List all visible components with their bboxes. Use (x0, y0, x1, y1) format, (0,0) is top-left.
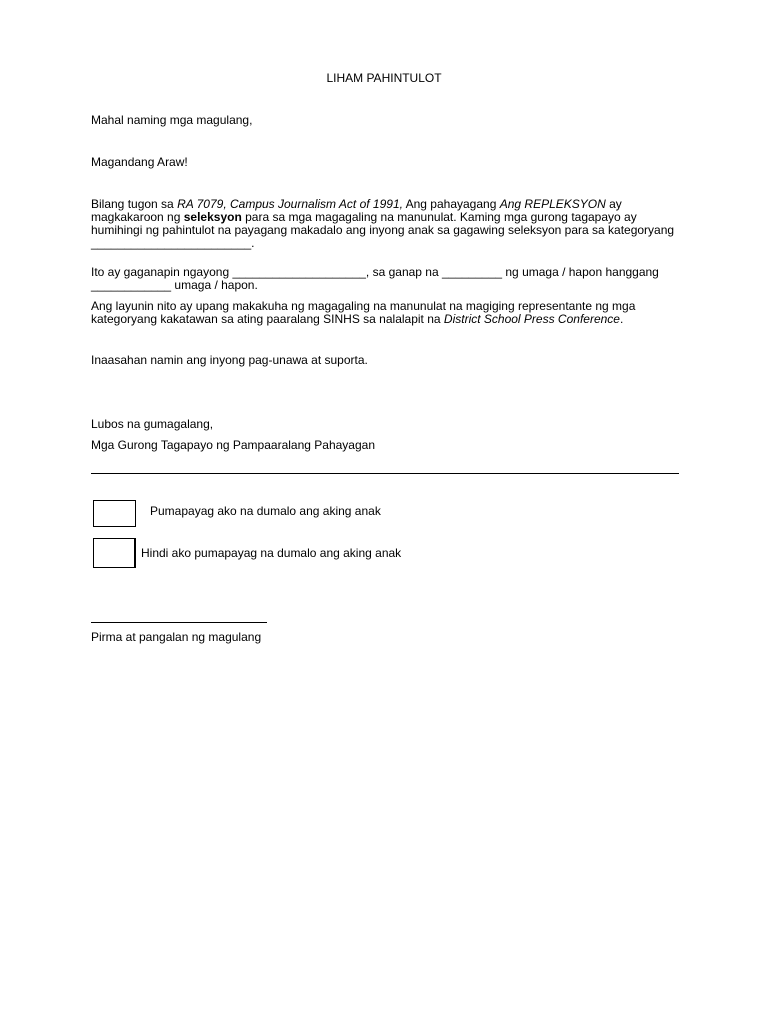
closing-line: Inaasahan namin ang inyong pag-unawa at suporta. (91, 353, 368, 367)
agree-checkbox[interactable] (93, 500, 136, 527)
para1-text-2: Ang pahayagang (402, 197, 500, 211)
paragraph-purpose (91, 300, 681, 326)
event-name: District School Press Conference (443, 312, 620, 326)
signature-label: Pirma at pangalan ng magulang (91, 630, 262, 644)
paragraph-request (91, 198, 681, 250)
para1-text-3: ay magkakaroon ng (91, 197, 622, 224)
greeting: Magandang Araw! (91, 155, 188, 169)
disagree-label: Hindi ako pumapayag na dumalo ang aking anak (141, 546, 402, 560)
agree-label: Pumapayag ako na dumalo ang aking anak (150, 504, 381, 518)
para3-text-1: Ang layunin nito ay upang makakuha ng magagaling na manunulat na magiging representante ng mga kategoryang kakatawan sa ating paaralang SINHS sa nalalapit na (91, 299, 636, 326)
salutation: Mahal naming mga magulang, (91, 113, 253, 127)
para1-text-1: Bilang tugon sa (91, 197, 178, 211)
document-title: LIHAM PAHINTULOT (326, 71, 442, 85)
para3-text-2: . (619, 312, 624, 326)
paragraph-schedule: Ito ay gaganapin ngayong ____________________, sa ganap na _________ ng umaga / hapon hanggang ____________ umaga / hapon. (91, 265, 659, 292)
newspaper-name: Ang REPLEKSYON (499, 197, 606, 211)
signature-line (91, 622, 267, 623)
selection-word: seleksyon (183, 210, 242, 224)
signatory: Mga Gurong Tagapayo ng Pampaaralang Pahayagan (91, 438, 375, 452)
law-reference: RA 7079, Campus Journalism Act of 1991, (177, 197, 403, 211)
signoff: Lubos na gumagalang, (91, 417, 214, 431)
divider-line (91, 473, 679, 474)
para1-text-4: para sa mga magagaling na manunulat. Kaming mga gurong tagapayo ay humihingi ng pahintulot na payagang makadalo ang inyong anak sa gagawing seleksyon para sa kategoryang ________________________. (91, 210, 675, 250)
disagree-checkbox[interactable] (93, 538, 136, 568)
